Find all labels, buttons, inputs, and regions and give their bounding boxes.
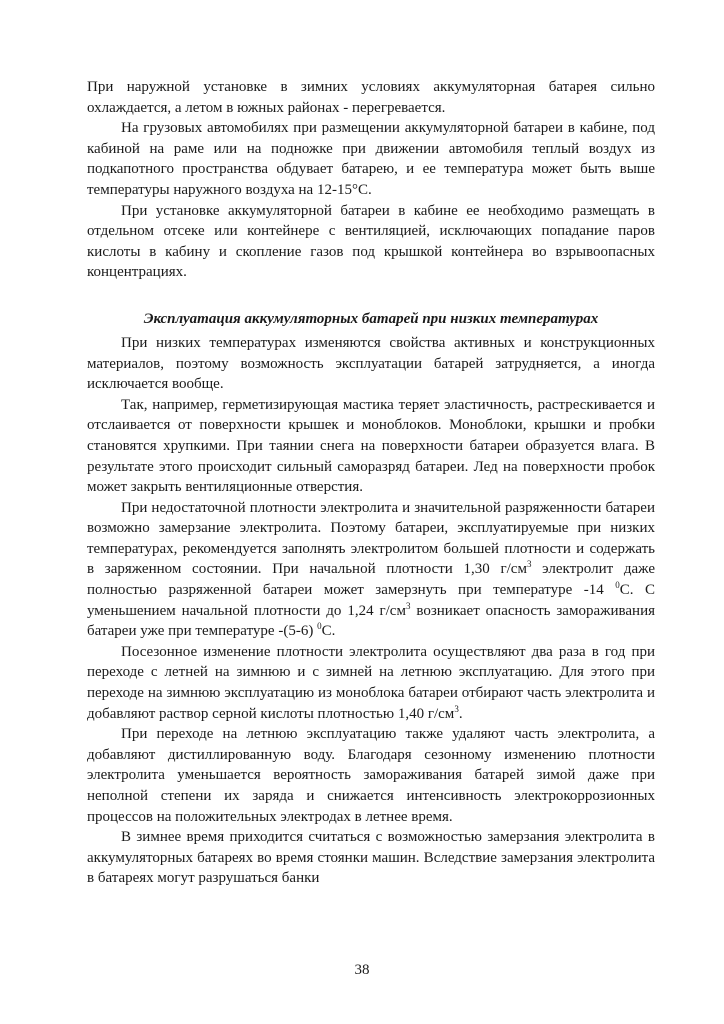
density-text-1: При недостаточной плотности электролита и значительной разряженности батареи возможно замерзание электролита. Поэтому батареи, эксплуатируемые при низких температурах, рекомендуется заполнять электролитом большей плотности и содержать в заряженном состоянии. При начальной плотности 1,30 г/см xyxy=(87,499,655,578)
paragraph-electrolyte-density xyxy=(87,498,655,642)
superscript: 3 xyxy=(526,559,532,570)
paragraph-summer-transition: При переходе на летнюю эксплуатацию также удаляют часть электролита, а добавляют дистиллированную воду. Благодаря сезонному изменению плотности электролита уменьшается вероятность замораживания батарей зимой даже при неполной степени их заряда и снижается интенсивность электрокоррозионных процессов на положительных электродах в летнее время. xyxy=(87,726,655,825)
paragraph-seasonal-density-change xyxy=(87,642,655,724)
superscript: 0 xyxy=(615,580,620,591)
density-text-5: С. xyxy=(321,623,336,640)
document-page xyxy=(87,77,655,889)
paragraph-mastic-example: Так, например, герметизирующая мастика теряет эластичность, растрескивается и отслаивается от поверхности крышек и моноблоков. Моноблоки, крышки и пробки становятся хрупкими. При таянии снега на поверхности батареи образуется влага. В результате этого происходит сильный саморазряд батареи. Лед на поверхности пробок может закрыть вентиляционные отверстия. xyxy=(87,396,655,496)
density-text-3: С. С уменьшением начальной плотности до 1,24 г/см xyxy=(87,582,655,619)
superscript: 3 xyxy=(454,703,459,714)
paragraph-cabin-installation: При установке аккумуляторной батареи в кабине ее необходимо размещать в отдельном отсеке или контейнере с вентиляцией, исключающих попадание паров кислоты в кабину и скопление газов под крышкой контейнера во взрывоопасных концентрациях. xyxy=(87,202,655,281)
density-text-2: электролит даже полностью разряженной батареи может замерзнуть при температуре -14 xyxy=(87,561,655,599)
density-text-4: возникает опасность замораживания батареи уже при температуре -(5-6) xyxy=(87,602,655,640)
paragraph-truck-placement: На грузовых автомобилях при размещении аккумуляторной батареи в кабине, под кабиной на раме или на подножке при движении автомобиля теплый воздух из подкапотного пространства обдувает батарею, и ее температура может быть выше температуры наружного воздуха на 12-15°С. xyxy=(87,120,655,198)
page-number: 38 xyxy=(354,962,370,978)
paragraph-outdoor-installation: При наружной установке в зимних условиях аккумуляторная батарея сильно охлаждается, а летом в южных районах - перегревается. xyxy=(87,79,655,116)
paragraph-winter-freezing: В зимнее время приходится считаться с возможностью замерзания электролита в аккумуляторных батареях во время стоянки машин. Вследствие замерзания электролита в батареях могут разрушаться банки xyxy=(87,829,655,887)
seasonal-text-1: Посезонное изменение плотности электролита осуществляют два раза в год при переходе с летней на зимнюю и с зимней на летнюю эксплуатацию. Для этого при переходе на зимнюю эксплуатацию из моноблока батареи отбирают часть электролита и добавляют раствор серной кислоты плотностью 1,40 г/см xyxy=(87,643,655,722)
section-heading: Эксплуатация аккумуляторных батарей при низких температурах xyxy=(143,310,599,327)
superscript: 0 xyxy=(317,621,322,632)
paragraph-low-temperature-properties: При низких температурах изменяются свойства активных и конструкционных материалов, поэтому возможность эксплуатации батарей затрудняется, а иногда исключается вообще. xyxy=(87,334,655,393)
seasonal-text-2: . xyxy=(458,705,463,722)
superscript: 3 xyxy=(405,600,411,611)
